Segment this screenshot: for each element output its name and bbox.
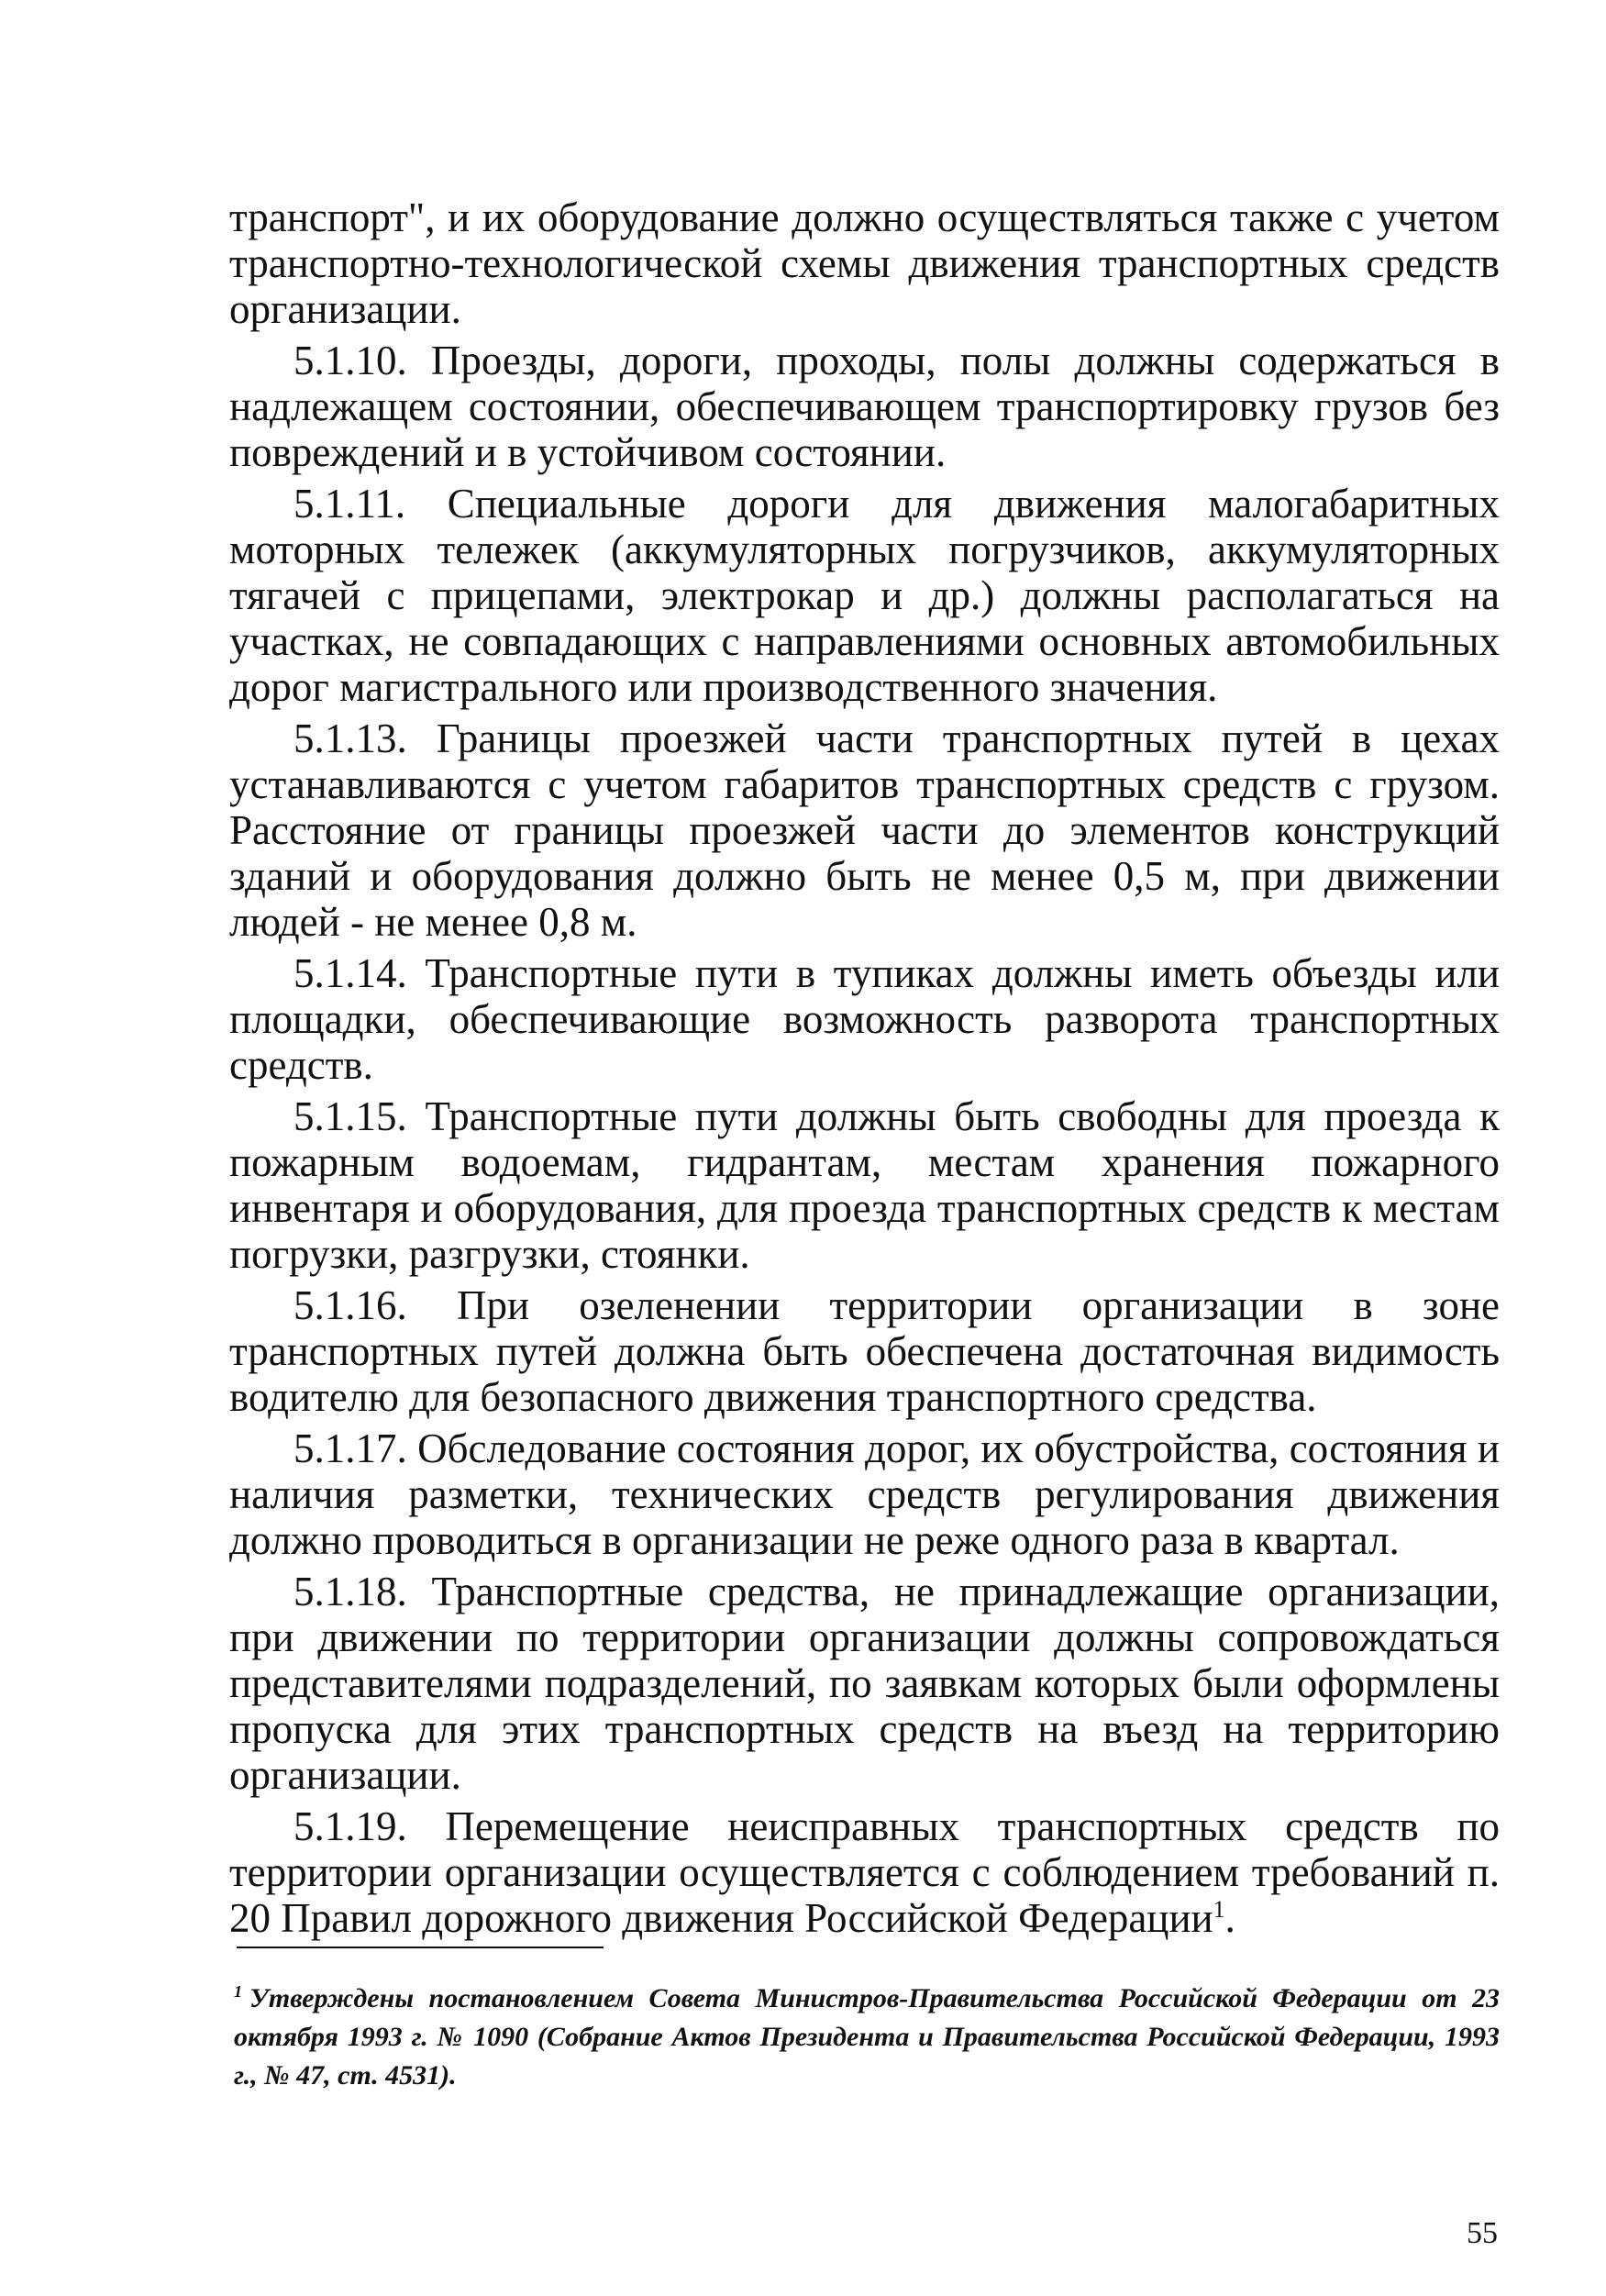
- footnote-mark: 1: [234, 1982, 242, 2001]
- paragraph-5-1-17: 5.1.17. Обследование состояния дорог, их обустройства, состояния и наличия разметки, технических средств регулирования движения должно проводиться в организации не реже одного раза в квартал.: [229, 1425, 1500, 1563]
- footnote: [234, 1972, 1500, 2095]
- paragraph-5-1-10: 5.1.10. Проезды, дороги, проходы, полы должны содержаться в надлежащем состоянии, обеспечивающем транспортировку грузов без повреждений и в устойчивом состоянии.: [229, 338, 1500, 475]
- paragraph-5-1-11: 5.1.11. Специальные дороги для движения малогабаритных моторных тележек (аккумуляторных погрузчиков, аккумуляторных тягачей с прицепами, электрокар и др.) должны располагаться на участках, не совпадающих с направлениями основных автомобильных дорог магистрального или производственного значения.: [229, 481, 1500, 710]
- paragraph-5-1-13: 5.1.13. Границы проезжей части транспортных путей в цехах устанавливаются с учетом габаритов транспортных средств с грузом. Расстояние от границы проезжей части до элементов конструкций зданий и оборудования должно быть не менее 0,5 м, при движении людей - не менее 0,8 м.: [229, 715, 1500, 945]
- paragraph-continuation: транспорт", и их оборудование должно осуществляться также с учетом транспортно-технологической схемы движения транспортных средств организации.: [229, 194, 1500, 332]
- footnote-reference[interactable]: 1: [1213, 1896, 1225, 1923]
- body-text: [229, 194, 1500, 1947]
- paragraph-5-1-19-text: 5.1.19. Перемещение неисправных транспортных средств по территории организации осуществляется с соблюдением требований п. 20 Правил дорожного движения Российской Федерации: [229, 1803, 1500, 1941]
- paragraph-5-1-19: 5.1.19. Перемещение неисправных транспортных средств по территории организации осуществляется с соблюдением требований п. 20 Правил дорожного движения Российской Федерации$^1$.: [229, 1803, 1500, 1941]
- paragraph-5-1-14: 5.1.14. Транспортные пути в тупиках должны иметь объезды или площадки, обеспечивающие возможность разворота транспортных средств.: [229, 950, 1500, 1088]
- footnote-text: Утверждены постановлением Совета Министров-Правительства Российской Федерации от 23 октября 1993 г. № 1090 (Собрание Актов Президента и Правительства Российской Федерации, 1993 г., № 47, ст. 4531).: [234, 1983, 1500, 2091]
- page-number: 55: [1467, 2216, 1498, 2250]
- footnote-divider: [237, 1947, 604, 1948]
- paragraph-5-1-18: 5.1.18. Транспортные средства, не принадлежащие организации, при движении по территории организации должны сопровождаться представителями подразделений, по заявкам которых были оформлены пропуска для этих транспортных средств на въезд на территорию организации.: [229, 1569, 1500, 1798]
- paragraph-5-1-16: 5.1.16. При озеленении территории организации в зоне транспортных путей должна быть обеспечена достаточная видимость водителю для безопасного движения транспортного средства.: [229, 1282, 1500, 1420]
- paragraph-5-1-15: 5.1.15. Транспортные пути должны быть свободны для проезда к пожарным водоемам, гидрантам, местам хранения пожарного инвентаря и оборудования, для проезда транспортных средств к местам погрузки, разгрузки, стоянки.: [229, 1093, 1500, 1277]
